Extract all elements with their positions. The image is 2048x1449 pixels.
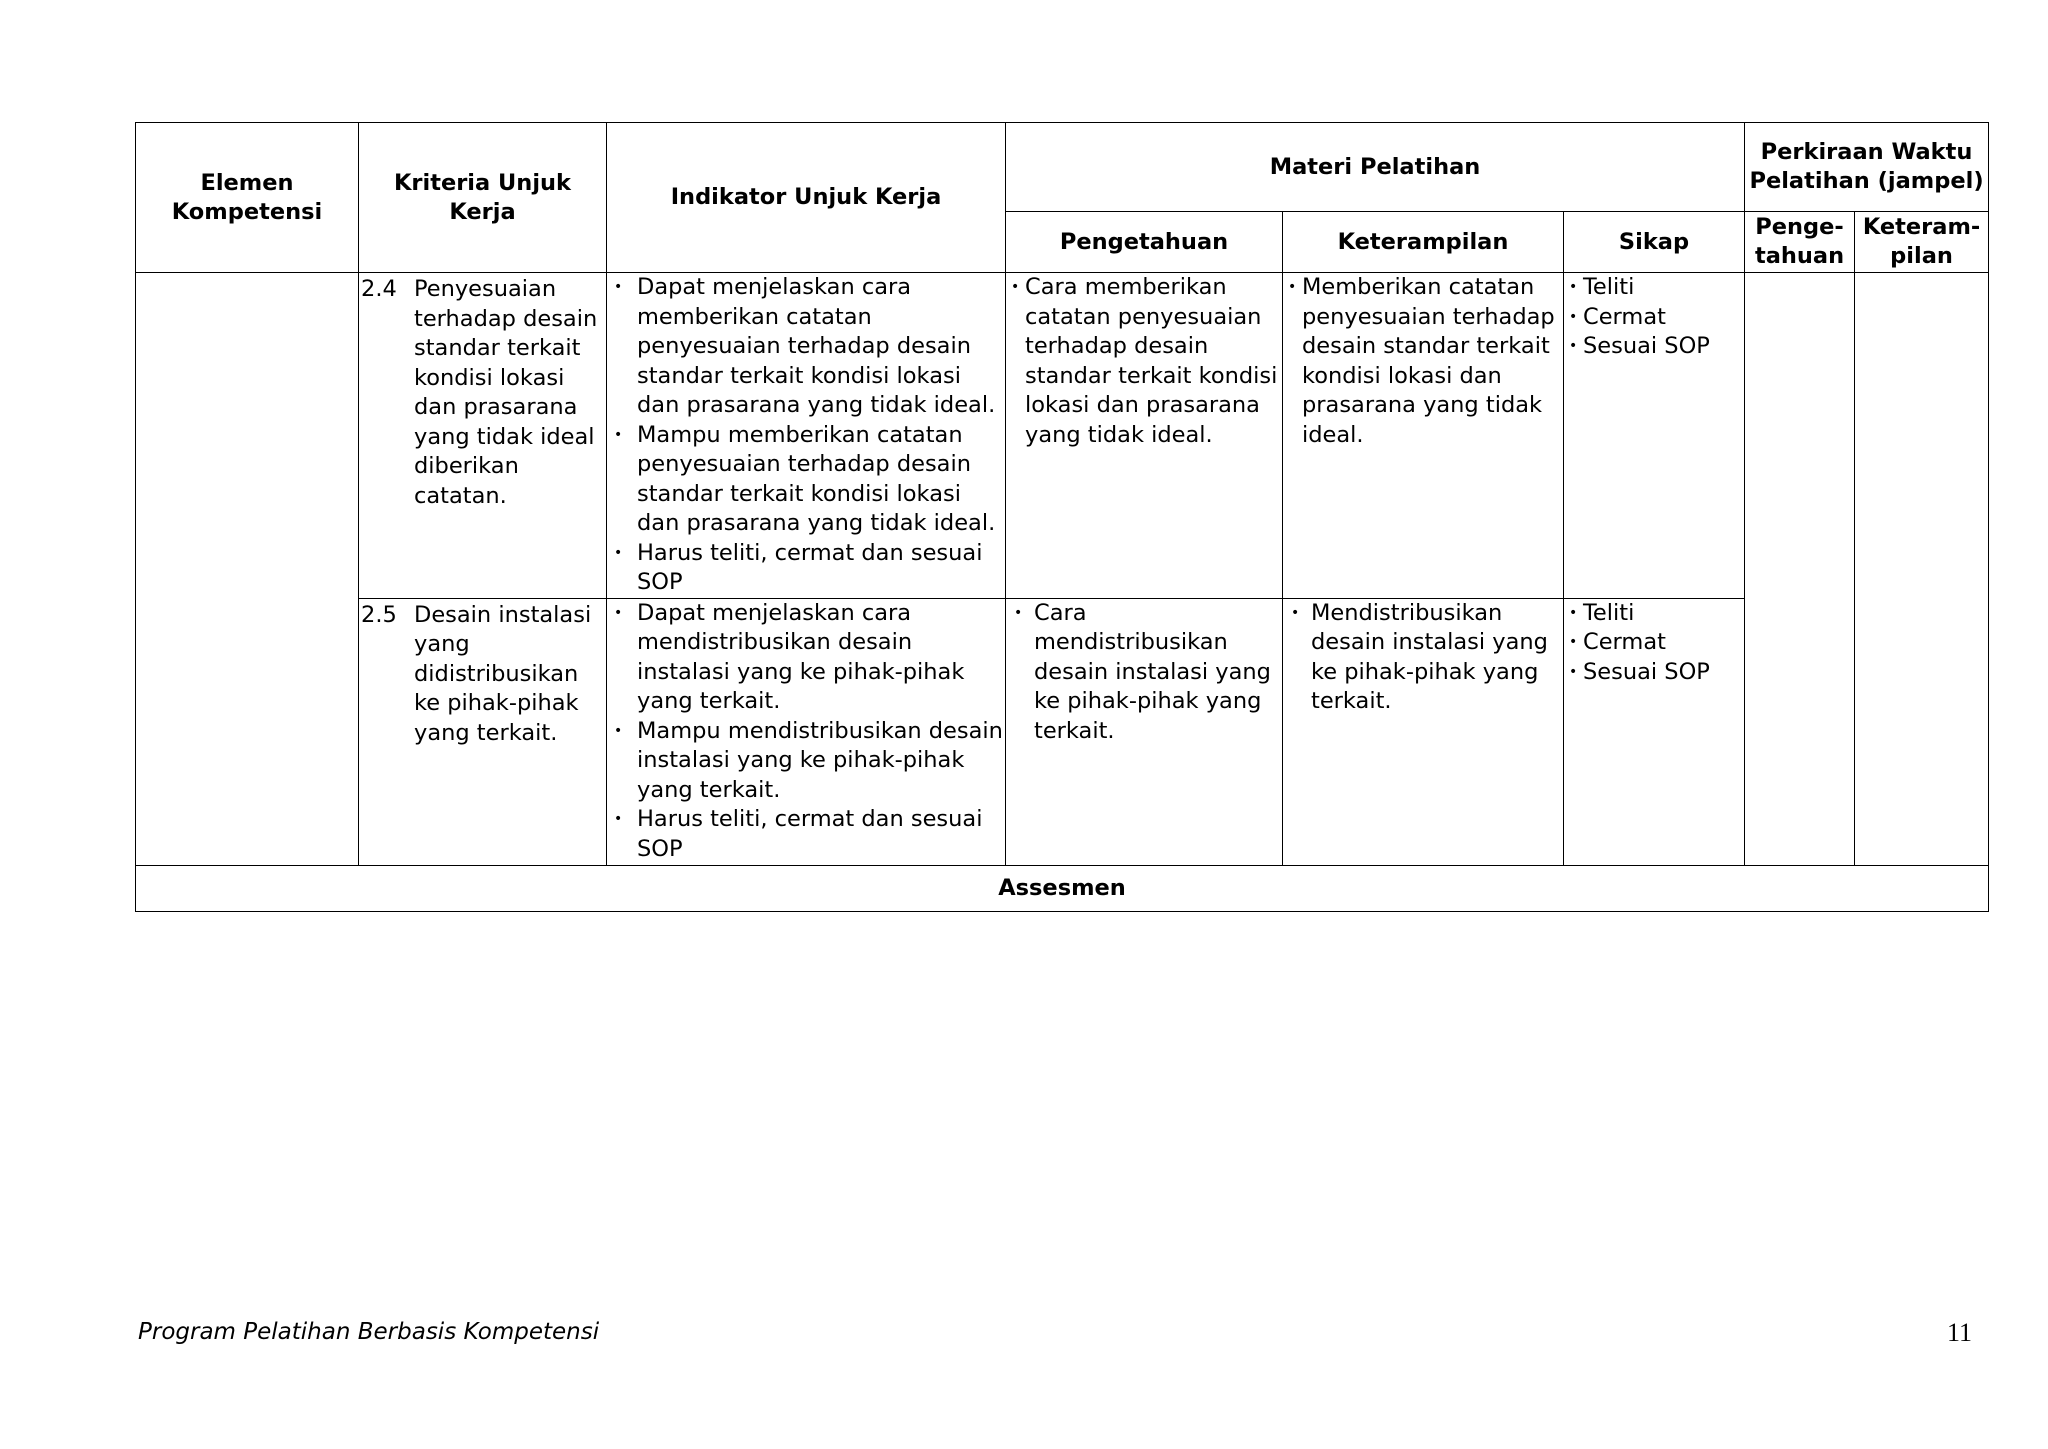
jampel-pengetahuan-cell [1745, 273, 1855, 866]
list-item: • Sesuai SOP [1564, 332, 1744, 362]
pengetahuan-cell [1006, 273, 1283, 599]
list-item: • Memberikan catatan penyesuaian terhadap desain standar terkait kondisi lokasi dan prasarana yang tidak ideal. [1283, 273, 1563, 450]
jampel-keterampilan-cell [1855, 273, 1989, 866]
kuk-number: 2.5 [361, 601, 397, 628]
header-jampel-keterampilan: Keteram-pilan [1855, 212, 1989, 273]
list-item: • Cara memberikan catatan penyesuaian terhadap desain standar terkait kondisi lokasi dan prasarana yang tidak ideal. [1006, 273, 1282, 450]
header-pengetahuan: Pengetahuan [1006, 212, 1283, 273]
keterampilan-cell [1283, 598, 1564, 865]
kuk-cell [359, 273, 607, 599]
indikator-cell [607, 273, 1006, 599]
keterampilan-cell [1283, 273, 1564, 599]
header-sikap: Sikap [1564, 212, 1745, 273]
kuk-text: Penyesuaian terhadap desain standar terkait kondisi lokasi dan prasarana yang tidak ideal diberikan catatan. [414, 276, 598, 509]
kuk-text: Desain instalasi yang didistribusikan ke pihak-pihak yang terkait. [414, 601, 592, 746]
list-item: • Teliti [1564, 599, 1744, 629]
header-elemen-kompetensi: Elemen Kompetensi [136, 123, 359, 273]
list-item: • Cara mendistribusikan desain instalasi yang ke pihak-pihak yang terkait. [1006, 599, 1282, 747]
list-item: • Dapat menjelaskan cara mendistribusikan desain instalasi yang ke pihak-pihak yang terkait. [607, 599, 1005, 717]
elemen-kompetensi-cell [136, 273, 359, 866]
list-item: • Cermat [1564, 303, 1744, 333]
page-number: 11 [1946, 1318, 1972, 1347]
footer-title: Program Pelatihan Berbasis Kompetensi [138, 1319, 600, 1345]
list-item: • Harus teliti, cermat dan sesuai SOP [607, 539, 1005, 598]
competency-table [135, 122, 1989, 912]
list-item: • Harus teliti, cermat dan sesuai SOP [607, 805, 1005, 864]
header-materi-pelatihan: Materi Pelatihan [1006, 123, 1745, 212]
assesmen-row: Assesmen [136, 865, 1989, 911]
pengetahuan-cell [1006, 598, 1283, 865]
table-row [136, 598, 1989, 865]
header-kriteria-unjuk-kerja: Kriteria Unjuk Kerja [359, 123, 607, 273]
header-keterampilan: Keterampilan [1283, 212, 1564, 273]
list-item: • Cermat [1564, 628, 1744, 658]
kuk-cell [359, 598, 607, 865]
header-indikator-unjuk-kerja: Indikator Unjuk Kerja [607, 123, 1006, 273]
header-jampel-pengetahuan: Penge-tahuan [1745, 212, 1855, 273]
list-item: • Mendistribusikan desain instalasi yang ke pihak-pihak yang terkait. [1283, 599, 1563, 717]
list-item: • Teliti [1564, 273, 1744, 303]
list-item: • Mampu mendistribusikan desain instalasi yang ke pihak-pihak yang terkait. [607, 717, 1005, 806]
list-item: • Sesuai SOP [1564, 658, 1744, 688]
sikap-cell [1564, 598, 1745, 865]
header-perkiraan-waktu: Perkiraan Waktu Pelatihan (jampel) [1745, 123, 1989, 212]
sikap-cell [1564, 273, 1745, 599]
list-item: • Dapat menjelaskan cara memberikan catatan penyesuaian terhadap desain standar terkait kondisi lokasi dan prasarana yang tidak ideal. [607, 273, 1005, 421]
table-row [136, 273, 1989, 599]
list-item: • Mampu memberikan catatan penyesuaian terhadap desain standar terkait kondisi lokasi dan prasarana yang tidak ideal. [607, 421, 1005, 539]
kuk-number: 2.4 [361, 276, 397, 302]
indikator-cell [607, 598, 1006, 865]
